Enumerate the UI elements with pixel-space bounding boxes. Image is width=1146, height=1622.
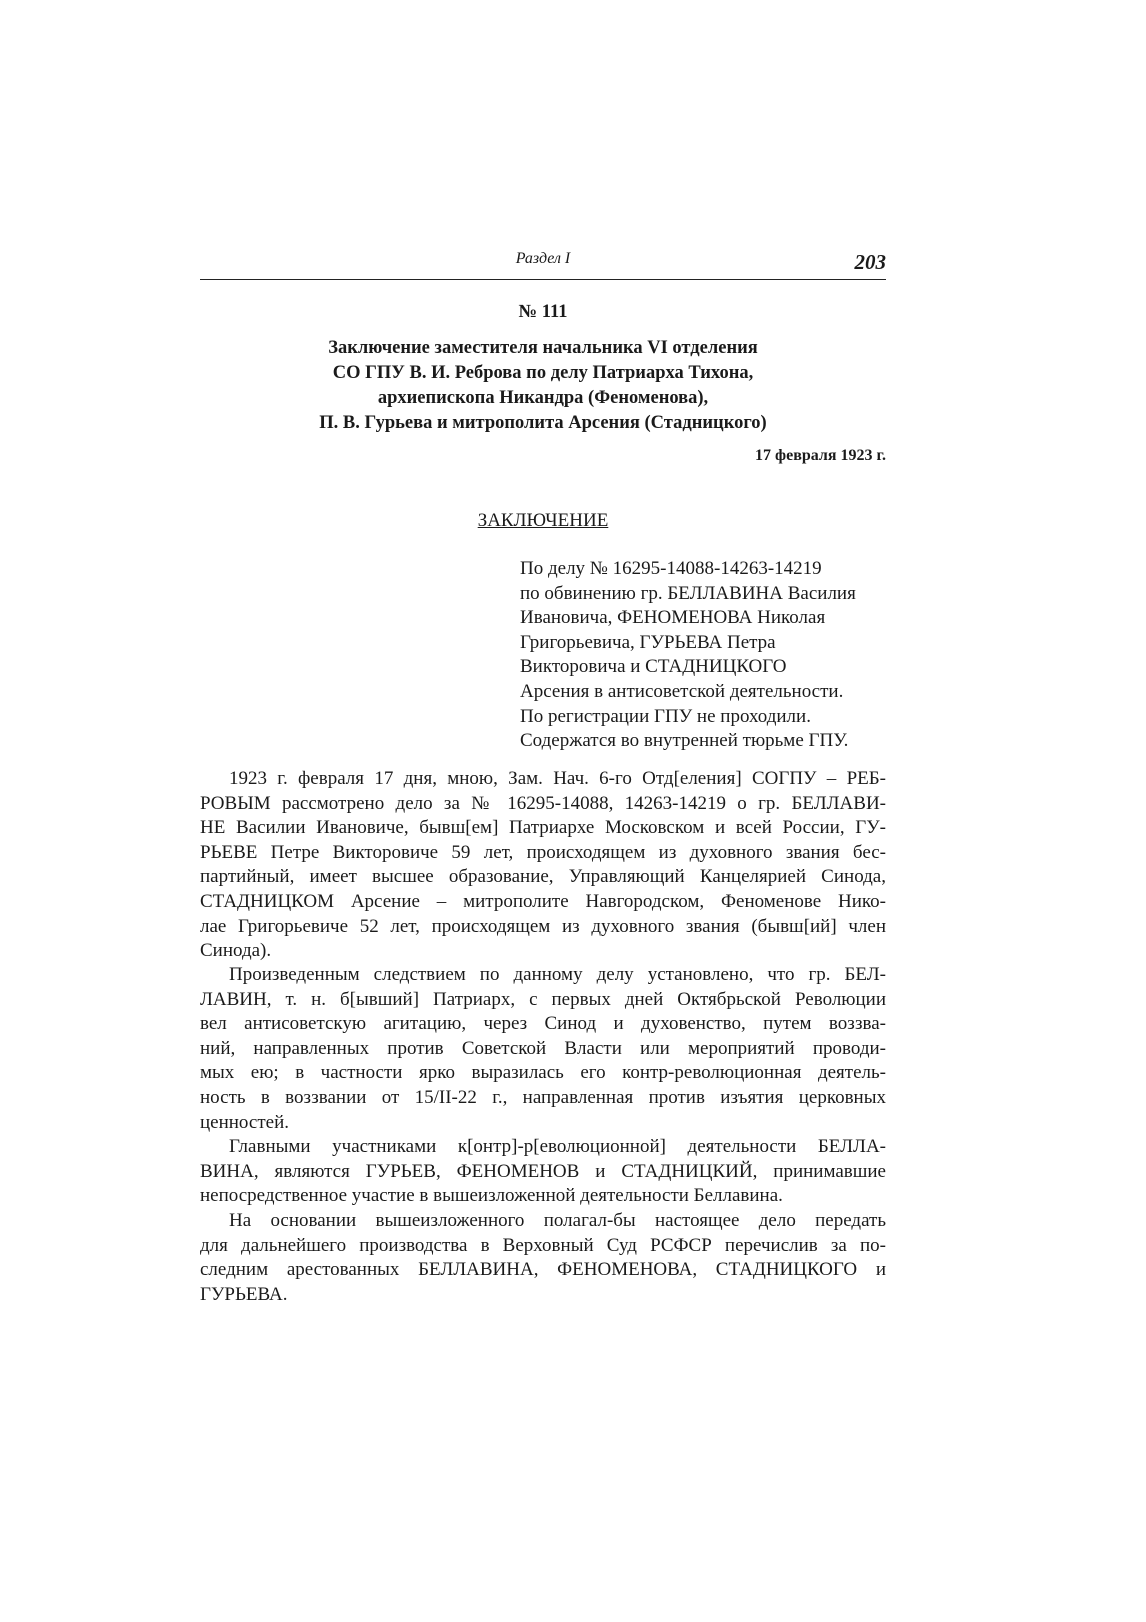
paragraph-line: мых ею; в частности ярко выразилась его контр-революционная деятель- — [200, 1062, 886, 1084]
paragraph-line: лае Григорьевиче 52 лет, происходящем из духовного звания (бывш[ий] член — [200, 915, 886, 937]
case-line: Викторовича и СТАДНИЦКОГО — [520, 656, 787, 678]
document-date: 17 февраля 1923 г. — [755, 447, 886, 464]
header-rule — [200, 279, 886, 280]
paragraph-line: Произведенным следствием по данному делу установлено, что гр. БЕЛ- — [229, 964, 886, 985]
case-line: Ивановича, ФЕНОМЕНОВА Николая — [520, 607, 826, 629]
case-line: По делу № 16295-14088-14263-14219 — [520, 558, 822, 579]
paragraph-line: партийный, имеет высшее образование, Управляющий Канцелярией Синода, — [200, 866, 886, 888]
paragraph-line: РЬЕВЕ Петре Викторовиче 59 лет, происходящем из духовного звания бес- — [200, 841, 886, 863]
running-header-section: Раздел I — [515, 250, 571, 267]
document-title — [200, 336, 886, 436]
paragraph-line: ний, направленных против Советской Власти или мероприятий проводи- — [200, 1037, 886, 1059]
page-number: 203 — [854, 250, 886, 274]
paragraph-line: НЕ Василии Ивановиче, бывш[ем] Патриархе Московском и всей России, ГУ- — [200, 817, 886, 839]
case-line: Арсения в антисоветской деятельности. — [520, 680, 844, 702]
case-line: Григорьевича, ГУРЬЕВА Петра — [520, 631, 776, 653]
case-line: По регистрации ГПУ не проходили. — [520, 705, 811, 727]
paragraph-line: ность в воззвании от 15/II-22 г., направленная против изъятия церковных — [200, 1086, 886, 1108]
conclusion-heading-text: ЗАКЛЮЧЕНИЕ — [477, 510, 609, 531]
paragraph — [200, 1209, 886, 1307]
case-reference-block — [520, 557, 856, 754]
case-line: по обвинению гр. БЕЛЛАВИНА Василия — [520, 582, 856, 604]
conclusion-heading — [200, 510, 886, 532]
document-number: № 111 — [518, 302, 568, 322]
title-line: Заключение заместителя начальника VI отделения — [328, 338, 758, 358]
paragraph-line: Главными участниками к[онтр]-р[еволюционной] деятельности БЕЛЛА- — [229, 1136, 886, 1157]
paragraph-line: СТАДНИЦКОМ Арсение – митрополите Навгородском, Феноменове Нико- — [200, 890, 886, 912]
case-line: Содержатся во внутренней тюрьме ГПУ. — [520, 730, 849, 752]
title-line: П. В. Гурьева и митрополита Арсения (Стадницкого) — [319, 413, 767, 433]
paragraph-line: вел антисоветскую агитацию, через Синод и духовенство, путем воззва- — [200, 1013, 886, 1035]
paragraph-line: На основании вышеизложенного полагал-бы настоящее дело передать — [229, 1210, 886, 1231]
paragraph — [200, 767, 886, 964]
paragraph-line: ВИНА, являются ГУРЬЕВ, ФЕНОМЕНОВ и СТАДНИЦКИЙ, принимавшие — [200, 1160, 886, 1182]
paragraph-line: ЛАВИН, т. н. б[ывший] Патриарх, с первых дней Октябрьской Революции — [200, 988, 886, 1010]
paragraph-line: ГУРЬЕВА. — [200, 1283, 288, 1305]
paragraph — [200, 963, 886, 1135]
paragraph-line: 1923 г. февраля 17 дня, мною, Зам. Нач. 6-го Отд[еления] СОГПУ – РЕБ- — [229, 768, 886, 789]
paragraph-line: Синода). — [200, 940, 272, 962]
paragraph-line: следним арестованных БЕЛЛАВИНА, ФЕНОМЕНОВА, СТАДНИЦКОГО и — [200, 1259, 886, 1281]
title-line: архиепископа Никандра (Феноменова), — [377, 388, 709, 408]
paragraph-line: РОВЫМ рассмотрено дело за № 16295-14088, 14263-14219 о гр. БЕЛЛАВИ- — [200, 792, 886, 814]
paragraph — [200, 1135, 886, 1209]
paragraph-line: ценностей. — [200, 1111, 289, 1133]
paragraph-line: непосредственное участие в вышеизложенной деятельности Беллавина. — [200, 1185, 783, 1207]
title-line: СО ГПУ В. И. Реброва по делу Патриарха Тихона, — [332, 363, 754, 383]
paragraph-line: для дальнейшего производства в Верховный Суд РСФСР перечислив за по- — [200, 1234, 886, 1256]
